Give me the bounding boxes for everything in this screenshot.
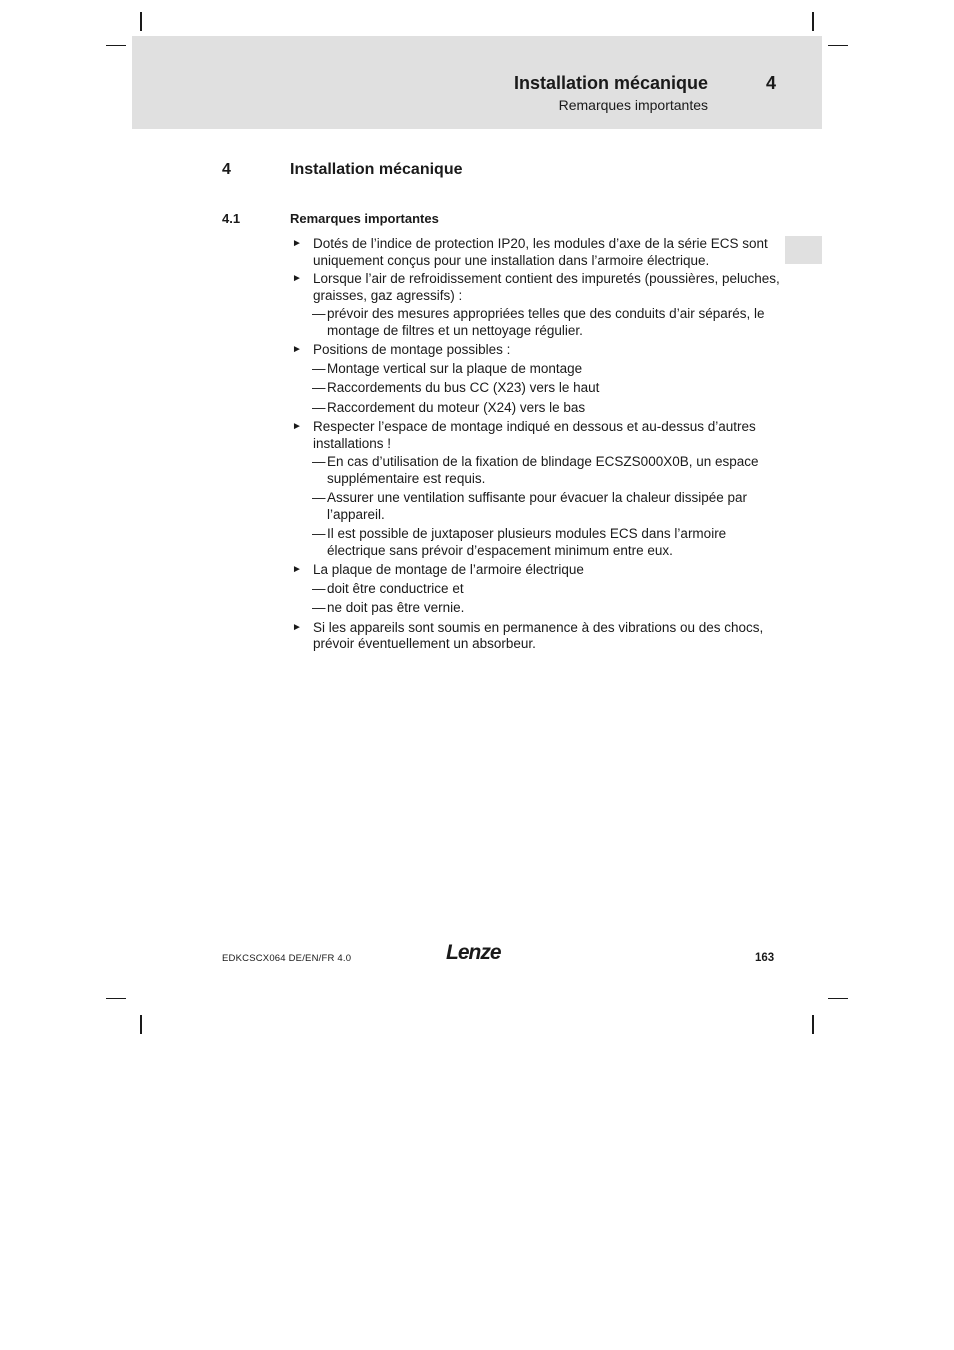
- dash-icon: —: [312, 360, 326, 376]
- triangle-right-icon: ►: [292, 238, 302, 249]
- chapter-tab: [785, 236, 822, 264]
- lenze-logo: Lenze: [446, 941, 501, 964]
- crop-mark: [140, 1015, 142, 1034]
- page-number: 163: [755, 952, 775, 964]
- crop-mark: [812, 12, 814, 31]
- document-code: EDKCSCX064 DE/EN/FR 4.0: [222, 953, 352, 964]
- sub-list-item: — Assurer une ventilation suffisante pour évacuer la chaleur dissipée par l’appareil.: [312, 490, 747, 522]
- list-item: ► La plaque de montage de l’armoire électrique: [292, 562, 584, 577]
- sub-list-item: — Raccordement du moteur (X24) vers le bas: [312, 399, 586, 415]
- triangle-right-icon: ►: [292, 344, 302, 355]
- subsection-title: Remarques importantes: [290, 211, 439, 226]
- subsection-number: 4.1: [222, 211, 241, 226]
- sub-list-item: — Il est possible de juxtaposer plusieurs modules ECS dans l’armoire électrique sans prévoir d’espacement minimum entre eux.: [312, 526, 727, 558]
- list-item: ► Respecter l’espace de montage indiqué en dessous et au-dessus d’autres installations !: [292, 419, 756, 451]
- triangle-right-icon: ►: [292, 421, 302, 432]
- header-chapter-number: 4: [766, 73, 777, 93]
- sub-list-item: — En cas d’utilisation de la fixation de blindage ECSZS000X0B, un espace supplémentaire est requis.: [312, 454, 759, 486]
- sub-list-item: — Montage vertical sur la plaque de montage: [312, 360, 583, 376]
- triangle-right-icon: ►: [292, 564, 302, 575]
- sub-list-item: — ne doit pas être vernie.: [312, 600, 465, 615]
- list-item: ► Positions de montage possibles :: [292, 342, 511, 357]
- header-title: Installation mécanique: [513, 73, 708, 93]
- section-title: Installation mécanique: [290, 161, 463, 178]
- header-subtitle: Remarques importantes: [558, 97, 708, 113]
- dash-icon: —: [312, 399, 326, 415]
- list-item: ► Dotés de l’indice de protection IP20, les modules d’axe de la série ECS sont uniquement conçus pour une installation dans l’armoire électrique.: [292, 236, 768, 268]
- header-band: [132, 36, 822, 129]
- crop-mark: [106, 45, 126, 46]
- dash-icon: —: [312, 600, 326, 615]
- triangle-right-icon: ►: [292, 621, 302, 633]
- sub-list-item: — Raccordements du bus CC (X23) vers le haut: [312, 380, 600, 395]
- bullet-list: [290, 236, 780, 655]
- sub-list-item: — prévoir des mesures appropriées telles que des conduits d’air séparés, le montage de filtres et un nettoyage régulier.: [312, 306, 765, 338]
- dash-icon: —: [312, 454, 326, 469]
- section-number: 4: [222, 161, 231, 178]
- crop-mark: [106, 998, 126, 999]
- dash-icon: —: [312, 580, 326, 596]
- dash-icon: —: [312, 306, 326, 321]
- crop-mark: [828, 998, 848, 999]
- dash-icon: —: [312, 490, 326, 505]
- triangle-right-icon: ►: [292, 273, 302, 284]
- crop-mark: [812, 1015, 814, 1034]
- sub-list-item: — doit être conductrice et: [312, 580, 464, 596]
- list-item: ► Lorsque l’air de refroidissement contient des impuretés (poussières, peluches, graisses, gaz agressifs) :: [292, 271, 780, 303]
- dash-icon: —: [312, 526, 326, 541]
- list-item: ► Si les appareils sont soumis en permanence à des vibrations ou des chocs, prévoir éventuellement un absorbeur.: [292, 619, 764, 651]
- crop-mark: [140, 12, 142, 31]
- dash-icon: —: [312, 380, 326, 395]
- crop-mark: [828, 45, 848, 46]
